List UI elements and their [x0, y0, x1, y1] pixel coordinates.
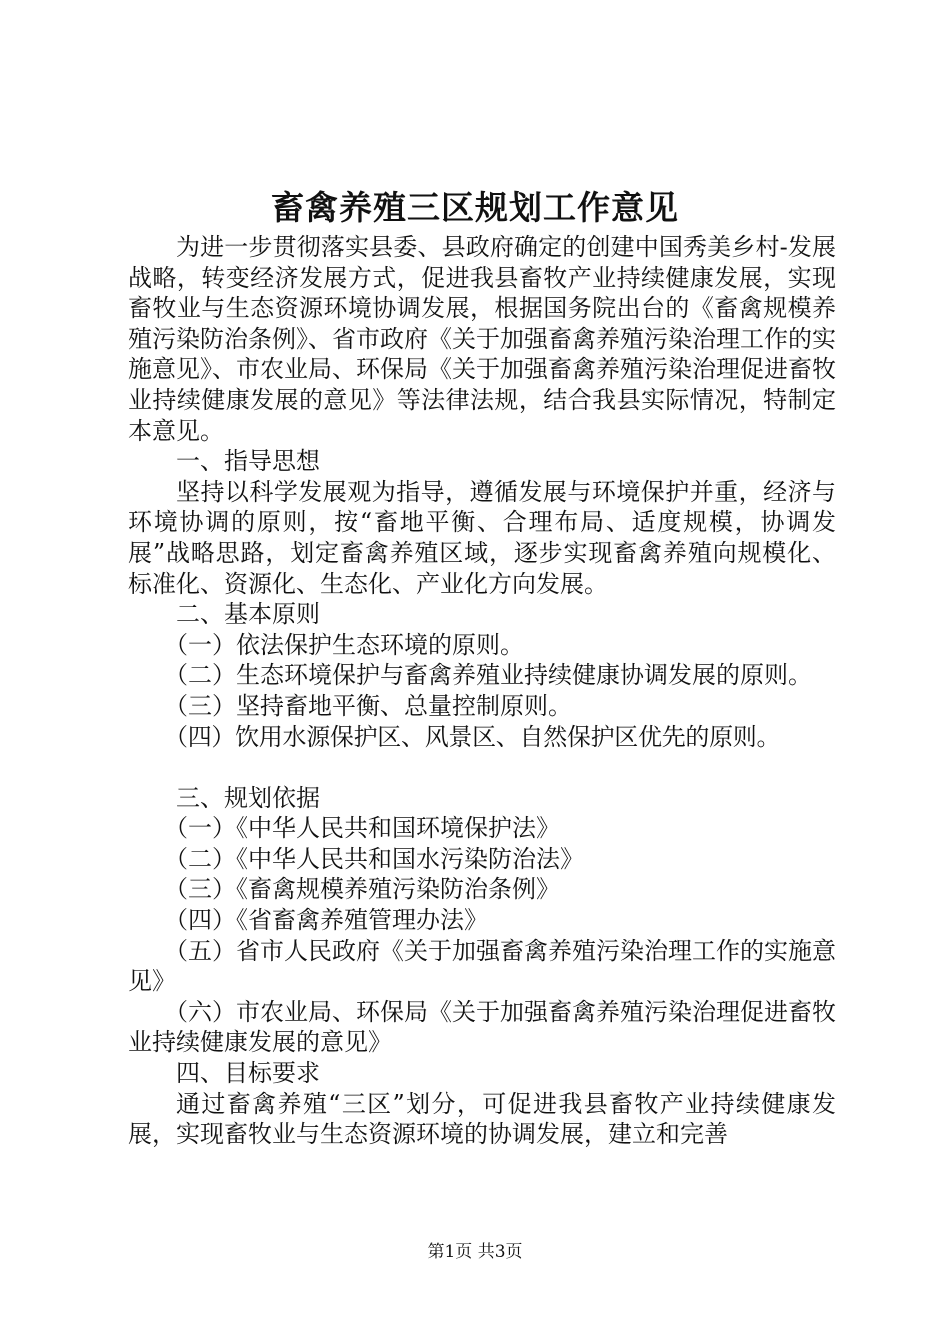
intro-paragraph: 为进一步贯彻落实县委、县政府确定的创建中国秀美乡村-发展战略，转变经济发展方式，促进我县畜牧产业持续健康发展，实现畜牧业与生态资源环境协调发展，根据国务院出台的《畜禽规模养殖污染防治条例》、省市政府《关于加强畜禽养殖污染治理工作的实施意见》、市农业局、环保局《关于加强畜禽养殖污染治理促进畜牧业持续健康发展的意见》等法律法规，结合我县实际情况，特制定本意见。	[128, 233, 836, 445]
basis-item: （三）《畜禽规模养殖污染防治条例》	[164, 875, 560, 904]
section-2-heading: 二、基本原则	[176, 600, 320, 629]
basis-item: （五）省市人民政府《关于加强畜禽养殖污染治理工作的实施意见》	[128, 936, 836, 996]
basis-item: （一）《中华人民共和国环境保护法》	[164, 814, 560, 843]
section-3-heading: 三、规划依据	[176, 783, 320, 812]
section-1-paragraph: 坚持以科学发展观为指导，遵循发展与环境保护并重，经济与环境协调的原则，按“畜地平衡、合理布局、适度规模，协调发展”战略思路，划定畜禽养殖区域，逐步实现畜禽养殖向规模化、标准化、资源化、生态化、产业化方向发展。	[128, 477, 836, 598]
principle-item: （三）坚持畜地平衡、总量控制原则。	[164, 691, 572, 720]
section-4-paragraph: 通过畜禽养殖“三区”划分，可促进我县畜牧产业持续健康发展，实现畜牧业与生态资源环境的协调发展，建立和完善	[128, 1089, 836, 1149]
basis-item: （二）《中华人民共和国水污染防治法》	[164, 844, 584, 873]
principle-item: （一）依法保护生态环境的原则。	[164, 630, 524, 659]
section-1-heading: 一、指导思想	[176, 447, 320, 476]
document-title: 畜禽养殖三区规划工作意见	[271, 188, 679, 227]
principle-item: （四）饮用水源保护区、风景区、自然保护区优先的原则。	[164, 722, 781, 751]
basis-item: （六）市农业局、环保局《关于加强畜禽养殖污染治理促进畜牧业持续健康发展的意见》	[128, 997, 836, 1057]
page-footer: 第1页 共3页	[427, 1242, 523, 1262]
section-4-heading: 四、目标要求	[176, 1059, 320, 1088]
basis-item: （四）《省畜禽养殖管理办法》	[164, 906, 488, 935]
principle-item: （二）生态环境保护与畜禽养殖业持续健康协调发展的原则。	[164, 661, 812, 690]
paragraph-spacer	[128, 752, 836, 783]
document-body	[128, 232, 836, 1150]
